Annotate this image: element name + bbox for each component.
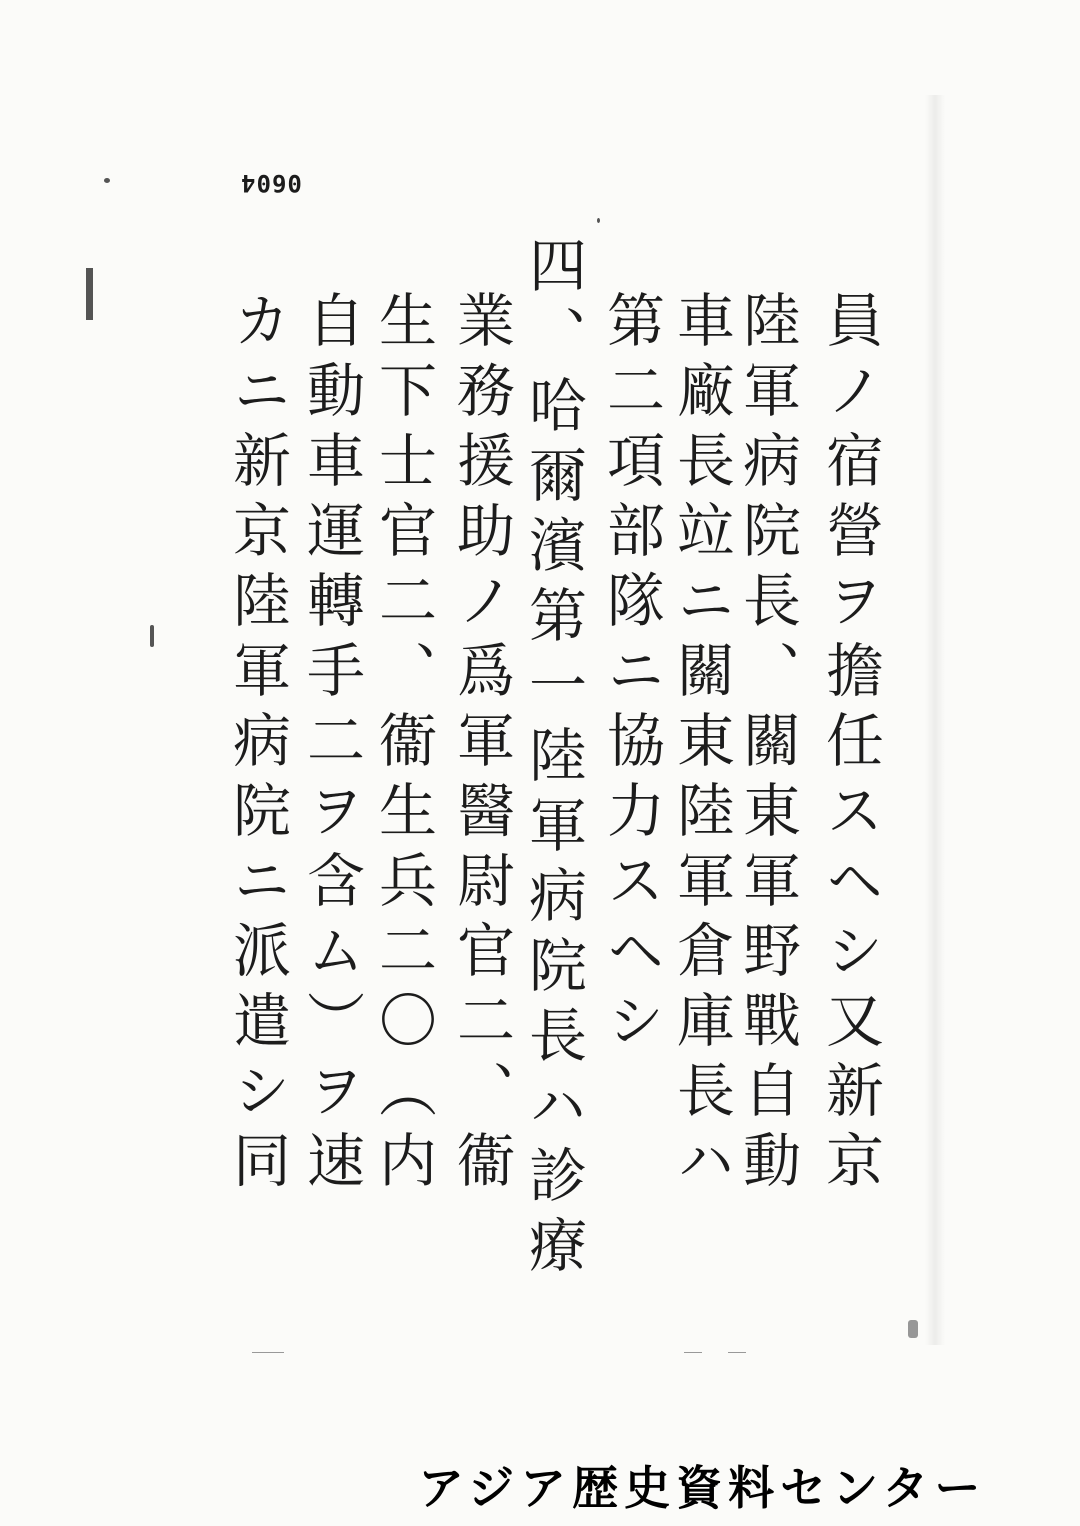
footer-rule: [252, 1352, 284, 1353]
text-column-9: カニ新京陸軍病院ニ派遣シ同: [223, 290, 291, 1200]
scan-edge-shadow: [925, 95, 945, 1345]
text-column-5: 四、哈爾濱第一陸軍病院長ハ診療: [519, 235, 587, 1285]
text-column-1: 員ノ宿營ヲ擔任スヘシ又新京: [816, 290, 884, 1200]
text-column-8: 自動車運轉手二ヲ含ム）ヲ速: [297, 290, 365, 1200]
text-column-6: 業務援助ノ爲軍醫尉官二、衞: [447, 290, 515, 1200]
scan-speck: [104, 178, 110, 183]
text-column-7: 生下士官二、衞生兵二〇（内: [369, 290, 437, 1200]
footer-rule: [728, 1352, 746, 1353]
text-column-4: 第二項部隊ニ協力スヘシ: [597, 290, 665, 1060]
scan-speck: [597, 218, 600, 223]
footer-rule: [684, 1352, 702, 1353]
binding-mark: [86, 268, 93, 320]
text-column-2: 陸軍病院長、關東軍野戰自動: [733, 290, 801, 1200]
text-column-3: 車廠長竝ニ關東陸軍倉庫長ハ: [667, 290, 735, 1200]
archive-logo: アジア歴史資料センター: [418, 1461, 987, 1515]
scan-speck: [908, 1320, 918, 1338]
page-number: 0604: [240, 169, 302, 197]
scan-speck: [150, 625, 154, 647]
